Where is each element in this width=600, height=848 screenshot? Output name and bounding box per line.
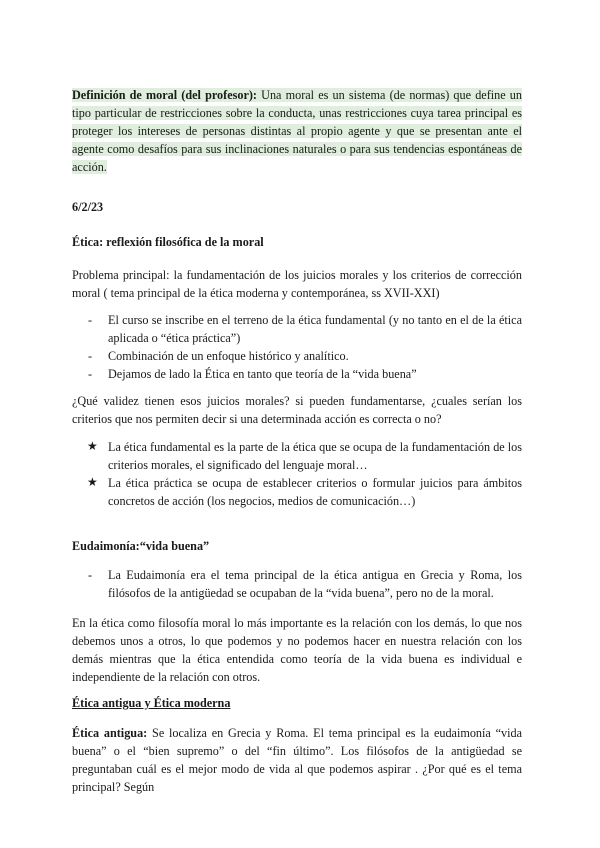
pregunta-paragraph: ¿Qué validez tienen esos juicios morales? si pueden fundamentarse, ¿cuales serían los criterios que nos permiten decir si una determinada acción es correcta o no? — [72, 394, 522, 426]
date-text: 6/2/23 — [72, 200, 104, 214]
antigua-moderna-heading — [72, 694, 522, 712]
etica-heading — [72, 233, 522, 251]
list-item — [72, 347, 522, 365]
dash-bullet-icon: - — [88, 568, 93, 582]
list-item-text: La ética práctica se ocupa de establecer criterios o formular juicios para ámbitos concretos de acción (los negocios, medios de comunicación…) — [108, 476, 522, 508]
star-bullet-icon: ★ — [87, 475, 98, 489]
etica-heading-text: Ética: reflexión filosófica de la moral — [72, 235, 264, 249]
eudaimonia-heading-text: Eudaimonía:“vida buena” — [72, 539, 210, 553]
etica-antigua-paragraph — [72, 724, 522, 796]
dash-bullet-icon: - — [88, 367, 93, 381]
etica-antigua-label: Ética antigua: — [72, 726, 148, 740]
problema-paragraph: Problema principal: la fundamentación de los juicios morales y los criterios de corrección moral ( tema principal de la ética moderna y contemporánea, ss XVII-XXI) — [72, 268, 522, 300]
definicion-paragraph — [72, 86, 522, 176]
antigua-moderna-heading-text: Ética antigua y Ética moderna — [72, 696, 231, 710]
dash-bullet-icon: - — [88, 349, 93, 363]
list-item — [72, 474, 522, 510]
list-item — [72, 311, 522, 347]
definicion-text: Una moral es un sistema (de normas) que define un tipo particular de restricciones sobre la conducta, unas restricciones cuya tarea principal es proteger los intereses de personas distintas al propio agente y que se presentan ante el agente como desafíos para sus inclinaciones naturales o para sus tendencias espontáneas de acción. — [72, 88, 522, 174]
eudaimonia-heading — [72, 537, 522, 555]
list-item-text: La Eudaimonía era el tema principal de la ética antigua en Grecia y Roma, los filósofos de la antigüedad se ocupaban de la “vida buena”, pero no de la moral. — [108, 568, 522, 600]
list-item-text: La ética fundamental es la parte de la ética que se ocupa de la fundamentación de los criterios morales, el significado del lenguaje moral… — [108, 440, 522, 472]
list-item-text: Dejamos de lado la Ética en tanto que teoría de la “vida buena” — [108, 367, 417, 381]
list-item-text: El curso se inscribe en el terreno de la ética fundamental (y no tanto en el de la ética aplicada o “ética práctica”) — [108, 313, 522, 345]
list-item-text: Combinación de un enfoque histórico y analítico. — [108, 349, 349, 363]
dash-bullet-icon: - — [88, 313, 93, 327]
list-item — [72, 566, 522, 602]
star-bullet-icon: ★ — [87, 439, 98, 453]
date-heading — [72, 198, 522, 216]
moral-paragraph: En la ética como filosofía moral lo más importante es la relación con los demás, lo que nos debemos unos a otros, lo que podemos y no podemos hacer en nuestra relación con los demás mientras que la ética entendida como teoría de la vida buena es individual e independiente de la relación con otros. — [72, 616, 522, 684]
star-list — [72, 438, 522, 510]
dash-list — [72, 311, 522, 383]
list-item — [72, 365, 522, 383]
list-item — [72, 438, 522, 474]
eudaimonia-list — [72, 566, 522, 602]
definicion-label: Definición de moral (del profesor): — [72, 88, 257, 102]
etica-antigua-text: Se localiza en Grecia y Roma. El tema principal es la eudaimonía “vida buena” o el “bien supremo” o del “fin último”. Los filósofos de la antigüedad se preguntaban cuál es el mejor modo de vida al que podemos aspirar . ¿Por qué es el tema principal? Según — [72, 726, 523, 794]
